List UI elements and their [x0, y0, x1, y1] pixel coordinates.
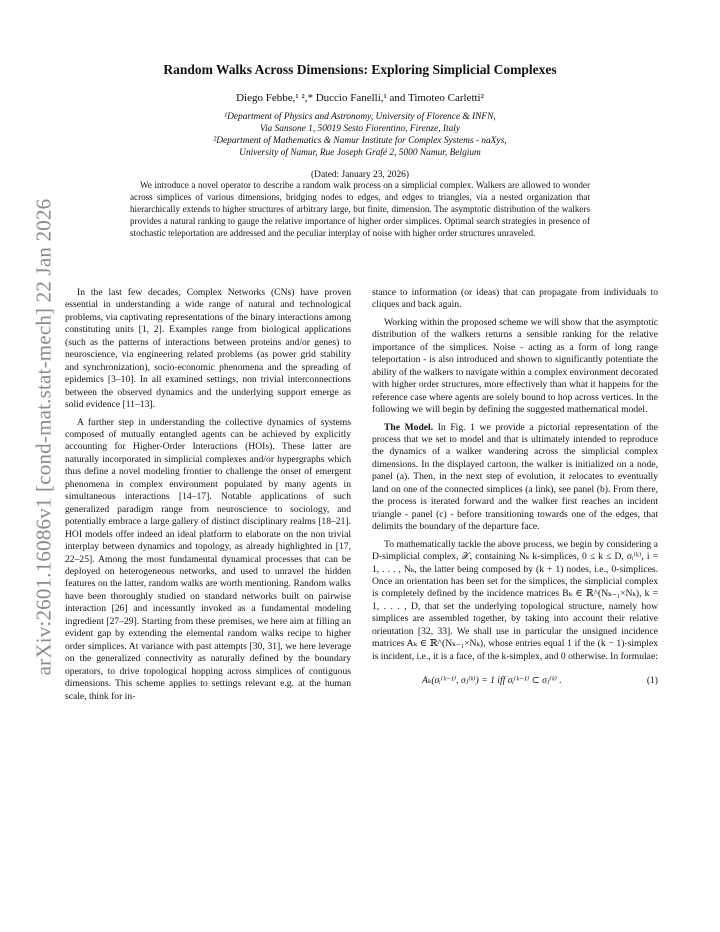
author-list: Diego Febbe,¹ ²,* Duccio Fanelli,¹ and Timoteo Carletti²	[236, 92, 484, 104]
equation-1-number: (1)	[646, 675, 658, 687]
model-heading: The Model.	[384, 421, 434, 433]
abstract: We introduce a novel operator to describe a random walk process on a simplicial complex. Walkers are allowed to wonder across simplices of various dimensions, bridging nodes to edges, and edges to triangles, via a nested organization that hierarchically extends to higher structures of arbitrary large, but finite, dimension. The asymptotic distribution of the walkers provides a natural ranking to gauge the relative importance of higher order simplices. Optimal search strategies in presence of stochastic teleportation are addressed and the peculiar interplay of noise with higher order structures unraveled.	[130, 180, 590, 238]
model-paragraph	[372, 422, 658, 534]
affiliation-1-line-2: Via Sansone 1, 50019 Sesto Fiorentino, Firenze, Italy	[259, 124, 461, 134]
intro-paragraph-3: Working within the proposed scheme we will show that the asymptotic distribution of the walkers returns a sensible ranking for the relative importance of the simplices. Noise - acting as a form of long range teleportation - is also introduced and shown to significantly potentiate the ability of the walkers to navigate within a complex environment decorated with higher order structures, more effectively than what it happens for the reference case where agents are solely bound to hop across vertices. In the following we will begin by defining the suggested mathematical model.	[372, 316, 658, 416]
dated-line: (Dated: January 23, 2026)	[311, 170, 409, 180]
affiliation-2-line-1: ²Department of Mathematics & Namur Institute for Complex Systems - naXys,	[213, 136, 507, 146]
incidence-paragraph: To mathematically tackle the above process, we begin by considering a D-simplicial complex, 𝒳, containing Nₖ k-simplices, 0 ≤ k ≤ D, σᵢ⁽ᵏ⁾, i = 1, . . . , Nₖ, the latter being composed by (k + 1) nodes, i.e., 0-simplices. Once an orientation has been set for the simplices, the simplicial complex is completely defined by the incidence matrices Bₖ ∈ ℝ^(Nₖ₋₁×Nₖ), k = 1, . . . , D, that set the underlying topological structure, namely how simplices are assembled together, by taking into account their relative orientation [32, 33]. We shall use in particular the unsigned incidence matrices Aₖ ∈ ℝ^(Nₖ₋₁×Nₖ), whose entries equal 1 if the (k − 1)-simplex is incident, i.e., it is a face, of the k-simplex, and 0 otherwise. In formulae:	[372, 538, 658, 662]
affiliation-1-line-1: ¹Department of Physics and Astronomy, University of Florence & INFN,	[224, 112, 496, 122]
model-paragraph-text: In Fig. 1 we provide a pictorial representation of the process that we set to model and that is ultimately intended to reproduce the dynamics of a walker wandering across the simplicial complex dimensions. In the displayed cartoon, the walker is initialized on a node, panel (a). Then, in the next step of evolution, it relocates to eventually land on one of the connected simplices (a link), see panel (b). From there, the process is iterated forward and the walker first reaches an incident triangle - panel (c) - before transitioning towards one of the edges, that delimits the boundary of the departure face.	[372, 421, 658, 533]
equation-1	[372, 669, 658, 695]
equation-1-body: Aₖ(σᵢ⁽ᵏ⁻¹⁾, σⱼ⁽ᵏ⁾) = 1 iff σᵢ⁽ᵏ⁻¹⁾ ⊂ σⱼ⁽ᵏ⁾ .	[422, 675, 562, 687]
arxiv-sidebar	[30, 198, 58, 676]
left-column	[65, 287, 351, 703]
arxiv-identifier: arXiv:2601.16086v1 [cond-mat.stat-mech] 22 Jan 2026	[31, 198, 56, 676]
right-column	[372, 287, 658, 695]
paper-title: Random Walks Across Dimensions: Exploring Simplicial Complexes	[163, 62, 557, 77]
intro-paragraph-1: In the last few decades, Complex Networks (CNs) have proven essential in understanding a wide range of natural and technological problems, via captivating representations of the binary interactions among constituting units [1, 2]. Examples range from biological applications (such as the patterns of interactions between proteins and/or genes) to neuroscience, via engineering related problems (as power grid stability and synchronization), socio-economic phenomena and the spreading of epidemics [3–10]. In all examined settings, non trivial interconnections between the observed dynamics and the underlying support emerge as solid evidence [11–13].	[65, 287, 351, 411]
affiliation-2-line-2: University of Namur, Rue Joseph Grafé 2, 5000 Namur, Belgium	[239, 148, 481, 158]
intro-paragraph-2: A further step in understanding the collective dynamics of systems composed of mutually entangled agents can be achieved by explicitly accounting for Higher-Order Interactions (HOIs). These latter are naturally incorporated in simplicial complexes and/or hypergraphs which thus define a novel modeling frontier to challenge the onset of emergent phenomena in complex environment populated by many agents in simultaneous interactions [14–17]. Notable applications of such generalized paradigm range from neuroscience to sociology, and potentially embrace a large gallery of distinct disciplinary realms [18–21]. HOI models offer indeed an ideal platform to elaborate on the non trivial interplay between dynamics and topology, as already highlighted in [17, 22–25]. Among the most fundamental dynamical processes that can be deployed on heterogeneous networks, and used to unravel the hidden features on the latter, random walks are worth mentioning. Random walks have been thoroughly studied on standard networks built on pairwise interaction [26] and incessantly invoked as a fundamental modeling ingredient [27–29]. Starting from these premises, we here aim at filling an evident gap by extending the elemental random walks recipe to higher order simplices. At variance with past attempts [30, 31], we here leverage on the generalized connectivity as naturally defined by the boundary operators, to drive topological hopping across simplices of contiguous dimensions. This scheme applies to settings relevant e.g. at the human scale, think for in-	[65, 416, 351, 702]
intro-paragraph-continued: stance to information (or ideas) that can propagate from individuals to cliques and back again.	[372, 287, 658, 311]
